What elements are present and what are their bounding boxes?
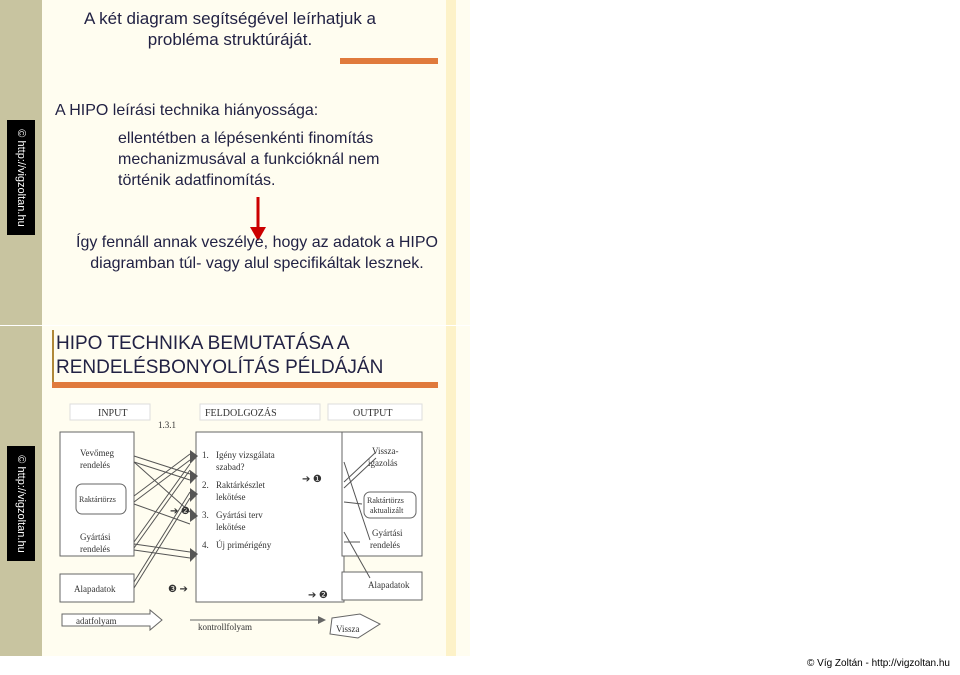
copyright-text: © http://vigzoltan.hu [15,128,27,227]
hipo-diagram [40,392,470,656]
slide-1-heading: A két diagram segítségével leírhatjuk a probléma struktúráját. [84,9,376,49]
legend [62,610,380,638]
output-item-3-line1: Gyártási [372,528,403,538]
output-label: OUTPUT [353,408,393,419]
step-3-line2: lekötése [216,522,246,532]
output-item-1-line1: Vissza- [372,446,399,456]
accent-bar [52,382,438,388]
step-1-number: 1. [202,450,209,460]
input-store-label: Alapadatok [74,584,116,594]
step-3-number: 3. [202,510,209,520]
decorative-strip [446,0,456,325]
marker-4: ➔ ❷ [170,506,190,517]
footer: © Víg Zoltán - http://vigzoltan.hu [807,658,950,669]
step-1-line2: szabad? [216,462,245,472]
step-2-line1: Raktárkészlet [216,480,265,490]
step-4-line1: Új primérigény [216,540,272,550]
input-item-3-line1: Gyártási [80,532,111,542]
input-item-1-line2: rendelés [80,460,110,470]
indented-text: ellentétben a lépésenkénti finomítás mechanizmusával a funkcióknál nem történik adatfinomítás. [118,130,380,189]
step-4-number: 4. [202,540,209,550]
marker-3: ❸ ➔ [168,584,188,595]
input-item-1-line1: Vevőmeg [80,448,114,458]
input-item-3-line2: rendelés [80,544,110,554]
copyright-band [7,446,35,561]
step-1-line1: Igény vizsgálata [216,450,275,460]
slide-1 [0,0,470,325]
output-item-1-line2: igazolás [368,458,398,468]
slide-1-sidebar [0,0,42,325]
legend-control-flow: kontrollfolyam [198,622,252,632]
output-item-2-line2: aktualizált [370,506,404,515]
input-label: INPUT [98,408,128,419]
marker-1: ➔ ❶ [302,474,322,485]
step-3-line1: Gyártási terv [216,510,263,520]
title-rule [52,330,54,382]
slide-2-sidebar [0,326,42,656]
copyright-text: © http://vigzoltan.hu [15,454,27,553]
step-2-line2: lekötése [216,492,246,502]
output-item-2-line1: Raktártörzs [367,496,404,505]
input-item-2-line1: Raktártörzs [79,495,116,504]
step-2-number: 2. [202,480,209,490]
output-item-3-line2: rendelés [370,540,400,550]
slide-2-title: HIPO TECHNIKA BEMUTATÁSA A RENDELÉSBONYOLÍTÁS PÉLDÁJÁN [56,333,384,378]
copyright-band [7,120,35,235]
marker-2: ➔ ❷ [308,590,328,601]
accent-bar [340,58,438,64]
process-label: FELDOLGOZÁS [205,408,277,419]
section-title: A HIPO leírási technika hiányossága: [55,102,319,119]
output-store-label: Alapadatok [368,580,410,590]
legend-return: Vissza [336,624,360,634]
legend-data-flow: adatfolyam [76,616,117,626]
process-number: 1.3.1 [158,420,176,430]
conclusion-text: Így fennáll annak veszélye, hogy az adatok a HIPO diagramban túl- vagy alul specifikáltak lesznek. [76,234,438,272]
slide-2 [0,326,470,656]
